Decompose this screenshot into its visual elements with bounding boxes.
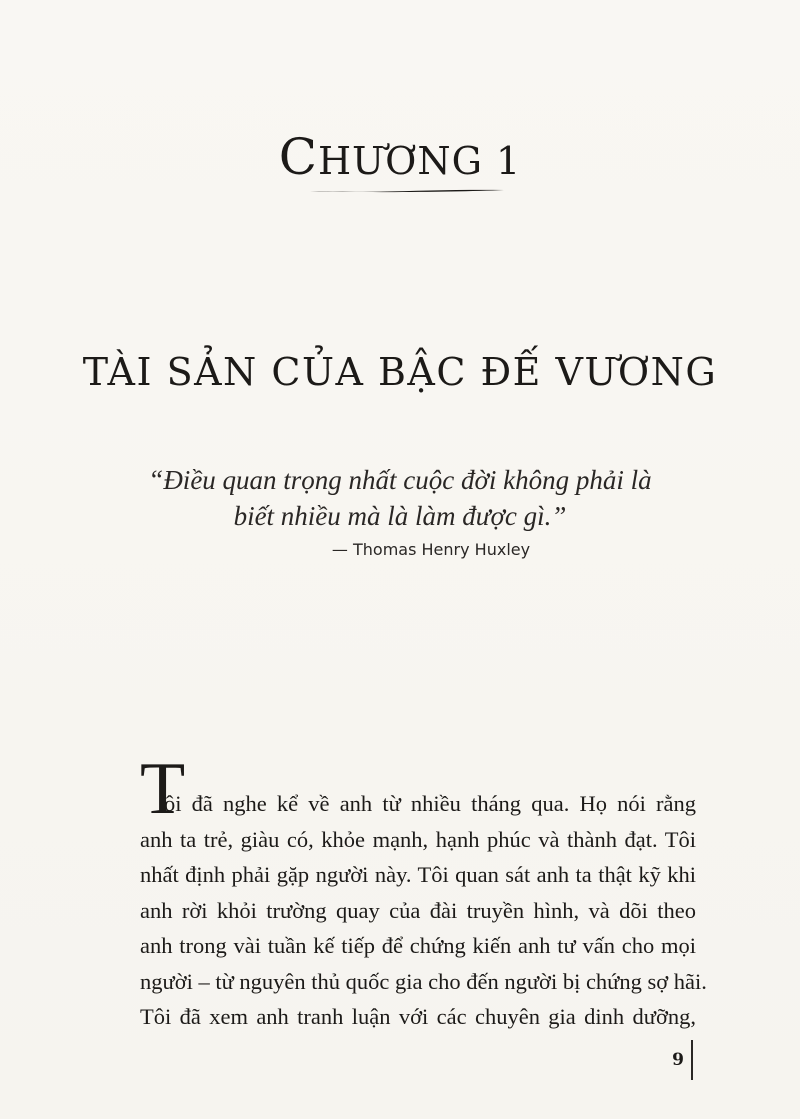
chapter-heading-initial: C <box>278 128 319 186</box>
body-line: ôi đã nghe kể về anh từ nhiều tháng qua. Họ nói rằng <box>164 791 696 816</box>
body-line: anh ta trẻ, giàu có, khỏe mạnh, hạnh phúc và thành đạt. Tôi <box>140 826 696 852</box>
epigraph-author-text: — Thomas Henry Huxley <box>331 540 531 559</box>
body-line: anh rời khỏi trường quay của đài truyền hình, và dõi theo <box>140 897 696 923</box>
body-line: anh trong vài tuần kế tiếp để chứng kiến anh tư vấn cho mọi <box>140 933 696 958</box>
drop-cap: T <box>140 748 186 830</box>
page-number: 9 <box>672 1050 684 1070</box>
epigraph-line-1: “Điều quan trọng nhất cuộc đời không phải là <box>148 465 652 495</box>
epigraph-quote <box>140 462 660 534</box>
epigraph-author <box>0 540 800 559</box>
page-number-divider <box>691 1040 693 1080</box>
body-paragraph <box>140 786 707 1035</box>
body-line: Tôi đã xem anh tranh luận với các chuyên gia dinh dưỡng, <box>140 1004 696 1029</box>
chapter-title: TÀI SẢN CỦA BẬC ĐẾ VƯƠNG <box>82 350 718 394</box>
body-line: người – từ nguyên thủ quốc gia cho đến người bị chứng sợ hãi. <box>140 968 707 994</box>
body-line: nhất định phải gặp người này. Tôi quan sát anh ta thật kỹ khi <box>140 862 696 887</box>
chapter-heading-rest: HƯƠNG 1 <box>318 139 522 183</box>
chapter-underline-flourish <box>308 186 506 196</box>
epigraph-line-2: biết nhiều mà là làm được gì.” <box>233 501 567 531</box>
chapter-heading <box>0 128 800 186</box>
